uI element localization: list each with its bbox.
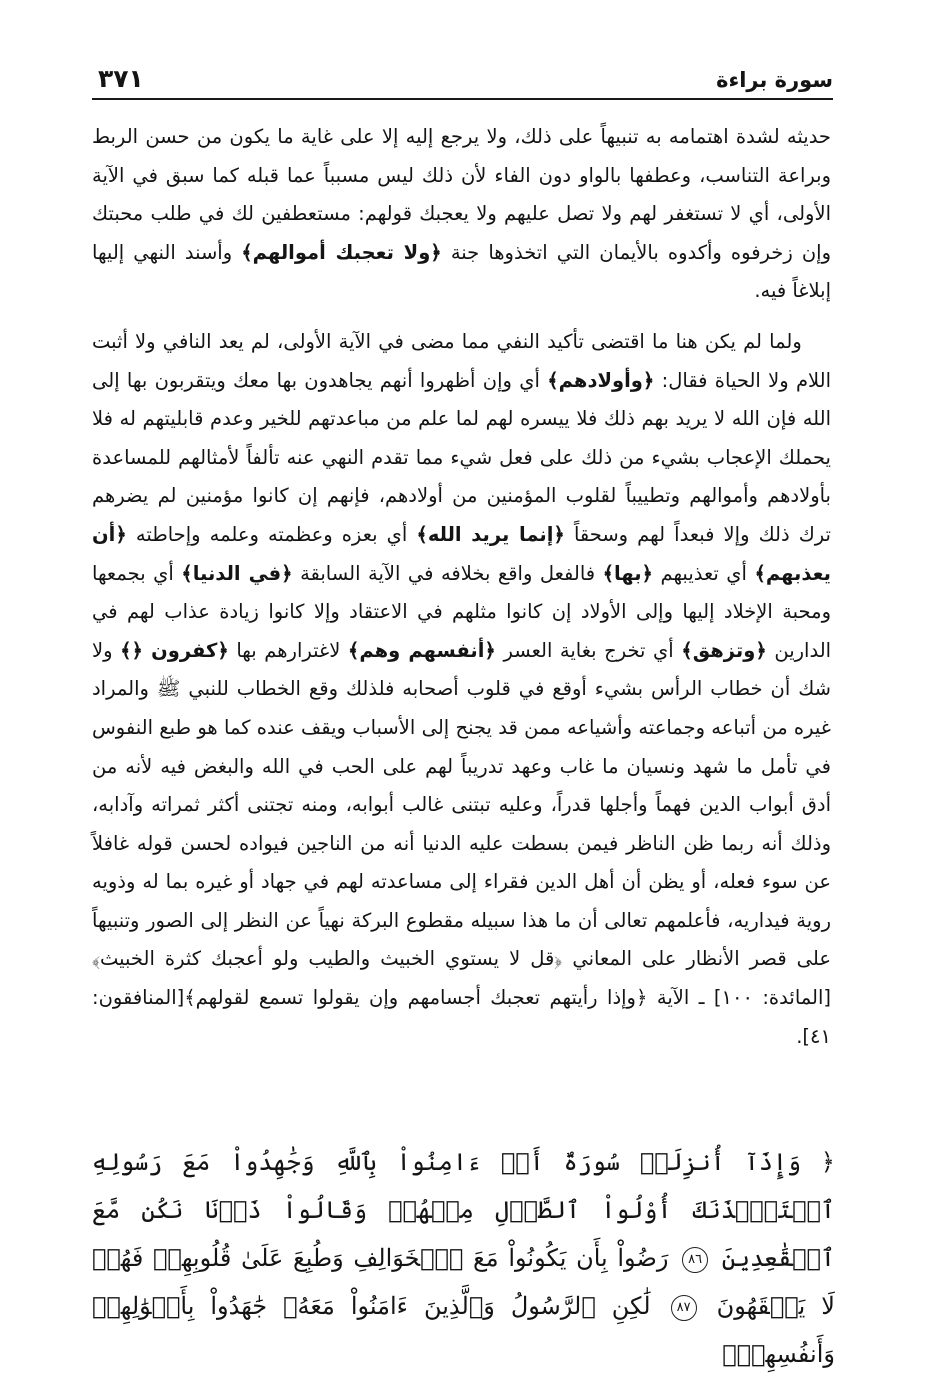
citation: [المنافقون: ٤١]. [92,986,831,1048]
text-run: حديثه لشدة اهتمامه به تنبيهاً على ذلك، ولا يرجع إليه إلا على غاية ما يكون من حسن الربط وبراعة التناسب، وعطفها بالواو دون الفاء لأن ذلك ليس مسبباً عما قبله كما سبق في الآية الأولى، أي لا تستغفر لهم ولا تصل عليهم ولا يعجبك قولهم: مستعطفين لك في طلب محبتك وإن زخرفوه وأكدوه بالأيمان التي اتخذوها جنة [92,125,832,264]
paragraph-1 [92,118,831,311]
quran-quote: ﴿وتزهق﴾ [681,638,767,662]
text-run: أي بجمعها ومحبة الإخلاد إليها وإلى الأولاد إن كانوا مثلهم في الاعتقاد وإلا كانوا زيادة عذاب لهم في الدارين [92,561,832,662]
text-run: فالفعل واقع بخلافه في الآية السابقة [300,561,596,585]
paragraph-2 [92,323,831,1056]
verse-text [92,1138,835,1378]
text-run: أي وإن أظهروا أنهم يجاهدون بها معك ويتقربون بها إلى الله فإن الله لا يريد بهم ذلك فلا ييسره لهم لما علم من مباعدتهم للخير وعدم قابليتهم له فلا يحملك الإعجاب بشيء من ذلك على فعل شيء مما تقدم النهي عنه تألفاً لأمثالهم للمساعدة بأولادهم وأموالهم وتطييباً لقلوب المؤمنين من أولادهم، فإنهم إن كانوا مؤمنين لم يضرهم ترك ذلك وإلا فبعداً لهم وسحقاً [92,368,831,546]
text-run: لاغترارهم بها [236,638,341,662]
quran-quote: ﴿وإذا رأيتهم تعجبك أجسامهم وإن يقولوا تسمع لقولهم﴾ [184,986,648,1010]
quran-quote: ﴿في الدنيا﴾ [181,561,293,585]
text-run: ولا شك أن خطاب الرأس بشيء أوقع في قلوب أصحابه فلذلك وقع الخطاب للنبي ﷺ والمراد غيره من أتباعه وجماعته وأشياعه ممن قد يجنح إلى الأسباب ويقف عنده كما هو طبع النفوس في تأمل ما شهد ونسيان ما غاب وعهد تدريباً لهم على الحب في الله والبغض فيه لأنه من أدق أبواب الدين فهماً وأجلها قدراً، وعليه تبتنى غالب أبوابه، ومنه تجتنى أكثر ثمراته وآدابه، وذلك أنه ربما ظن الناظر فيمن بسطت عليه الدنيا أنه من الناجين فيواده لحسن قوله غافلاً عن سوء فعله، أو يظن أن أهل الدين فقراء إلى مساعدته لهم في جهاد أو غيره بما له وذويه روية فيداريه، فأعلمهم تعالى أن ما هذا سبيله مقطوع البركة نهياً عن النظر إلى الصور وتنبيهاً على قصر الأنظار على المعاني [92,638,831,971]
text-run: أي تعذيبهم [660,561,747,585]
quran-quote: ﴿بها﴾ [602,561,653,585]
quran-quote: ﴿أنفسهم وهم﴾ [347,638,496,662]
quran-quote: ﴿أن يعذبهم﴾ [92,522,831,585]
quran-quote: ﴿قل لا يستوي الخبيث والطيب ولو أعجبك كثرة الخبيث﴾ [92,947,563,971]
text-run: أي بعزه وعظمته وعلمه وإحاطته [135,522,408,546]
surah-title: سورة براءة [716,68,833,92]
quran-quote: ﴿وأولادهم﴾ [547,368,655,392]
citation: [المائدة: ١٠٠] ـ الآية [656,986,831,1010]
commentary-text [92,118,831,1056]
quran-quote: ﴿كفرون ﴿﴾ [120,638,229,662]
quran-quote: ﴿ولا تعجبك أموالهم﴾ [241,240,442,264]
text-run: أي تخرج بغاية العسر [503,638,674,662]
text-run: ولما لم يكن هنا ما اقتضى تأكيد النفي مما مضى في الآية الأولى، لم يعد النافي ولا أثبت اللام ولا الحياة فقال: [92,329,832,392]
quran-quote: ﴿إنما يريد الله﴾ [416,522,565,546]
page-number: ٣٧١ [98,64,144,93]
verse-number-marker: ٨٦ [682,1247,708,1273]
verse-part: ﴿ وَإِذَآ أُنزِلَتۡ سُورَةٌ أَنۡ ءَامِنُواْ بِٱللَّهِ وَجَٰهِدُواْ مَعَ رَسُولِهِ ٱسۡتَـٔۡذَنَكَ أُوْلُواْ ٱلطَّوۡلِ مِنۡهُمۡ وَقَالُواْ ذَرۡنَا نَكُن مَّعَ ٱلۡقَٰعِدِينَ [92,1148,835,1272]
verse-number-marker: ٨٧ [671,1295,697,1321]
text-run: وأسند النهي إليها إبلاغاً فيه. [92,240,831,303]
verse-part: لَٰكِنِ ٱلرَّسُولُ وَٱلَّذِينَ ءَامَنُواْ مَعَهُۥ جَٰهَدُواْ بِأَمۡوَٰلِهِمۡ وَأَنفُسِهِمۡۚ [92,1292,835,1368]
quran-verse-block [92,1138,835,1378]
page-header [92,58,833,100]
verse-part: رَضُواْ بِأَن يَكُونُواْ مَعَ ٱلۡخَوَالِفِ وَطُبِعَ عَلَىٰ قُلُوبِهِمۡ فَهُمۡ لَا يَفۡقَهُونَ [92,1244,835,1320]
